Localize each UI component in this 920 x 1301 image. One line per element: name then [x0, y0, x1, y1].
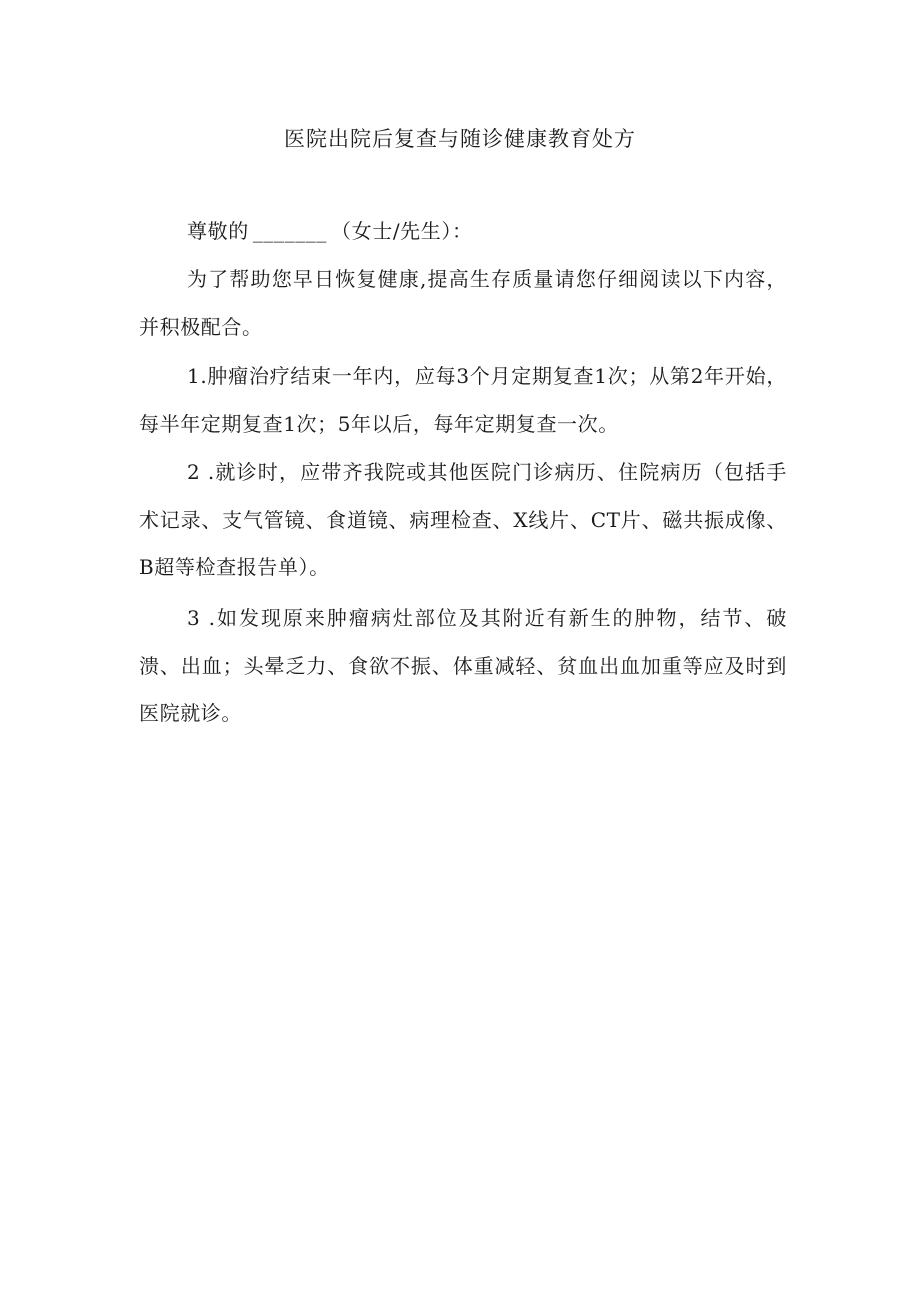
item-2-block	[139, 449, 787, 592]
greeting-suffix: （女士/先生）：	[331, 219, 473, 243]
item-1-paragraph: 1.肿瘤治疗结束一年内，应每3个月定期复查1次；从第2年开始，每半年定期复查1次；5年以后，每年定期复查一次。	[139, 364, 787, 436]
item-2-paragraph: 2 .就诊时，应带齐我院或其他医院门诊病历、住院病历（包括手术记录、支气管镜、食道镜、病理检查、X线片、CT片、磁共振成像、B超等检查报告单）。	[139, 460, 787, 580]
name-blank: _______	[252, 219, 328, 243]
greeting-prefix: 尊敬的	[187, 219, 249, 243]
item-3-paragraph: 3 .如发现原来肿瘤病灶部位及其附近有新生的肿物，结节、破溃、出血；头晕乏力、食欲不振、体重减轻、贫血出血加重等应及时到医院就诊。	[139, 606, 787, 726]
intro-paragraph: 为了帮助您早日恢复健康,提高生存质量请您仔细阅读以下内容，并积极配合。	[139, 267, 787, 339]
document-title: 医院出院后复查与随诊健康教育处方	[284, 127, 636, 151]
item-3-block	[139, 595, 787, 738]
intro-paragraph-block	[139, 256, 787, 351]
greeting-line	[187, 208, 473, 255]
item-1-block	[139, 353, 787, 448]
